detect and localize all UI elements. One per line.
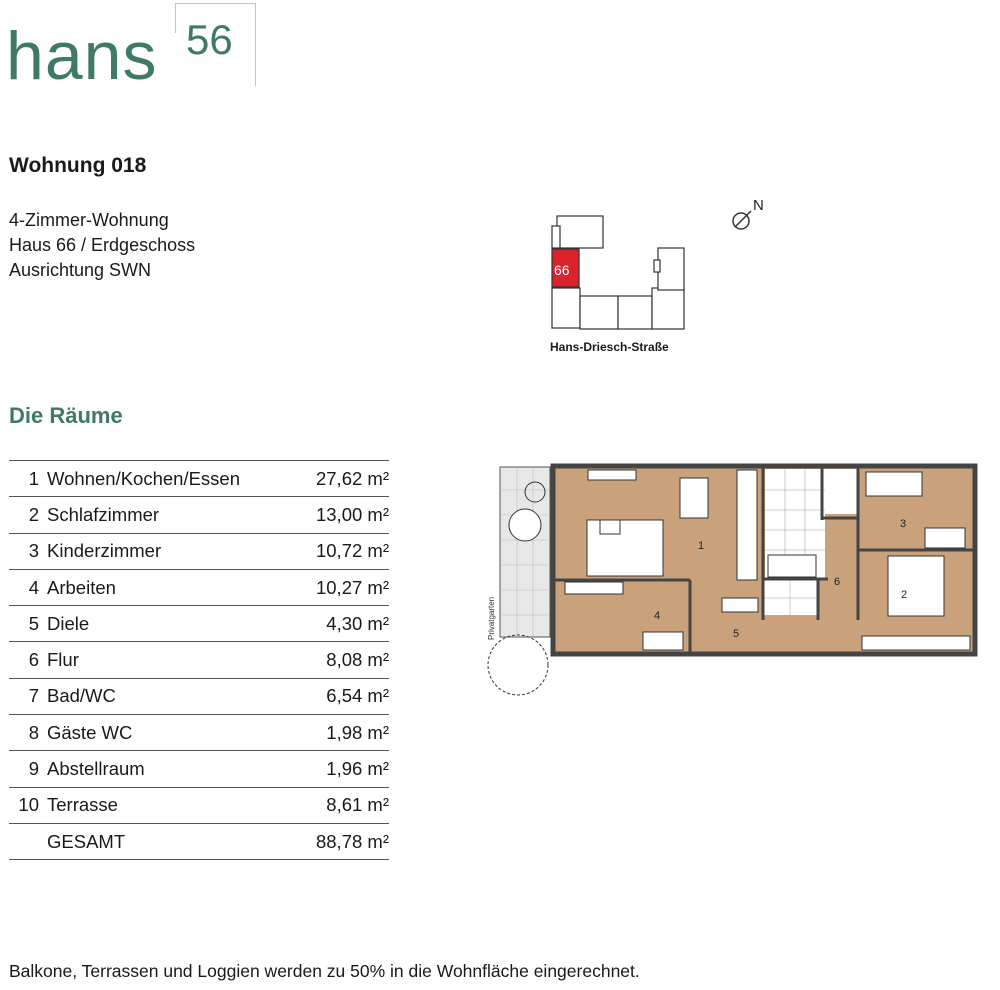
room-area: 27,62 m² [295,461,389,497]
room-number: 4 [9,569,47,605]
plan-room-label: 5 [733,628,740,640]
shrub-icon [488,635,548,695]
room-name: Arbeiten [47,569,295,605]
room-number: 10 [9,787,47,823]
logo-word: hans [6,18,158,94]
total-spacer [9,823,47,859]
child-bed-icon [866,472,922,496]
sideboard-icon [588,470,636,480]
room-number: 5 [9,606,47,642]
room-name: Terrasse [47,787,295,823]
apartment-title: Wohnung 018 [9,154,147,177]
table-row [9,715,389,751]
plan-room-label: 1 [698,540,705,552]
room-area: 8,61 m² [295,787,389,823]
footnote: Balkone, Terrassen und Loggien werden zu 50% in die Wohnfläche eingerechnet. [9,961,640,981]
room-area: 8,08 m² [295,642,389,678]
garden-label: Privatgarten [487,596,496,640]
room-name: Kinderzimmer [47,533,295,569]
room-area: 10,27 m² [295,569,389,605]
apartment-type: 4-Zimmer-Wohnung [9,210,169,230]
table-row [9,569,389,605]
room-area: 6,54 m² [295,678,389,714]
total-area: 88,78 m² [295,823,389,859]
sitemap-building [618,296,652,329]
table-row [9,678,389,714]
apartment-orientation: Ausrichtung SWN [9,260,152,280]
room-area: 13,00 m² [295,497,389,533]
room-area: 4,30 m² [295,606,389,642]
room-area: 10,72 m² [295,533,389,569]
logo-frame-left [175,3,176,33]
room-name: Schlafzimmer [47,497,295,533]
room-name: Gäste WC [47,715,295,751]
table-row [9,497,389,533]
sitemap-building [557,216,603,248]
storage-floor [763,580,818,615]
terrace-table-icon [509,509,541,541]
apartment-info [9,208,195,283]
sitemap-building [552,288,580,328]
sofa-icon [587,520,663,576]
sitemap-building [658,248,684,290]
room-name: Abstellraum [47,751,295,787]
room-name: Bad/WC [47,678,295,714]
table-row [9,751,389,787]
dining-table-icon [680,478,708,518]
sitemap-building [552,226,560,248]
room-number: 1 [9,461,47,497]
table-row [9,606,389,642]
plan-room-label: 2 [901,589,908,601]
floor-plan [480,455,990,700]
plan-room-label: 6 [834,576,841,588]
sitemap-building [652,288,684,329]
coffee-table-icon [600,520,620,534]
shelf-icon [643,632,683,650]
total-label: GESAMT [47,823,295,859]
room-number: 7 [9,678,47,714]
total-row [9,823,389,859]
table-row [9,787,389,823]
bathtub-icon [768,555,816,577]
cabinet-icon [722,598,758,612]
room-area: 1,96 m² [295,751,389,787]
room-number: 9 [9,751,47,787]
apartment-house-floor: Haus 66 / Erdgeschoss [9,235,196,255]
logo-number: 56 [186,16,233,63]
table-row [9,533,389,569]
brand-logo [6,2,266,112]
room-name: Wohnen/Kochen/Essen [47,461,295,497]
room-name: Diele [47,606,295,642]
room-number: 2 [9,497,47,533]
room-number: 8 [9,715,47,751]
room-name: Flur [47,642,295,678]
plan-room-label: 4 [654,610,661,622]
room-area: 1,98 m² [295,715,389,751]
wardrobe-icon [862,636,970,650]
rooms-table [9,460,389,860]
desk-icon [565,582,623,594]
kitchen-counter-icon [737,470,757,580]
north-label: N [753,197,764,214]
table-row [9,642,389,678]
room-number: 3 [9,533,47,569]
sitemap-building [654,260,660,272]
table-row [9,461,389,497]
double-bed-icon [888,556,944,616]
plan-room-label: 3 [900,518,907,530]
room-number: 6 [9,642,47,678]
sitemap-house-label: 66 [554,262,570,278]
street-label: Hans-Driesch-Straße [550,340,669,354]
rooms-heading: Die Räume [9,403,123,428]
guest-wc-floor [822,469,858,514]
sitemap-building [580,296,618,329]
child-desk-icon [925,528,965,548]
